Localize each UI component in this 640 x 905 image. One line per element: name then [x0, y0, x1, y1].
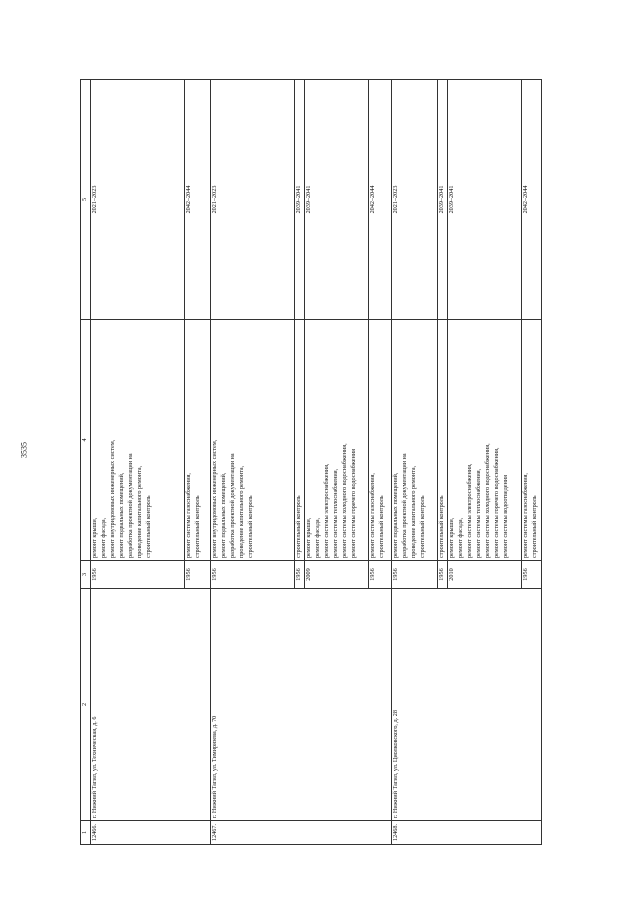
works-cell: [521, 320, 541, 561]
construction-year: 1956: [91, 561, 185, 589]
work-line: ремонт крыши,: [91, 517, 98, 558]
work-line: ремонт системы горячего водоснабжения: [350, 449, 358, 558]
work-line: ремонт внутридомовых инженерных систем,: [108, 439, 116, 558]
work-line: ремонт фасада,: [314, 517, 322, 558]
work-line: ремонт системы газоснабжения,: [368, 473, 376, 558]
work-line: ремонт системы холодного водоснабжения,: [341, 443, 349, 558]
work-line: ремонт системы горячего водоснабжения,: [493, 447, 501, 558]
record-address: [91, 589, 211, 821]
repair-period: 2021–2023: [210, 80, 294, 320]
work-line: ремонт системы холодного водоснабжения,: [484, 443, 492, 558]
work-line: ремонт системы газоснабжения,: [184, 473, 192, 558]
works-cell: [437, 320, 447, 561]
work-line: проведение капитального ремонта,: [237, 465, 245, 558]
construction-year: 1956: [184, 561, 210, 589]
construction-year: 1956: [437, 561, 447, 589]
address-text: г. Нижний Тагил, ул. Циолковского, д. 28: [391, 710, 399, 818]
address-text: г. Нижний Тагил, ул. Тимирязева, д. 70: [210, 715, 218, 818]
construction-year: 1956: [368, 561, 391, 589]
record-id: 12468.: [391, 821, 541, 845]
work-line: ремонт системы электроснабжения,: [323, 463, 331, 558]
works-cell: [448, 320, 522, 561]
repair-period: 2039–2041: [305, 80, 368, 320]
repair-period: 2021–2023: [91, 80, 185, 320]
work-line: строительный контроль: [144, 495, 152, 558]
works-cell: [368, 320, 391, 561]
work-line: проведение капитального ремонта,: [135, 465, 143, 558]
work-line: ремонт крыши,: [448, 517, 456, 558]
works-cell: [91, 320, 185, 561]
table-row: [391, 80, 437, 845]
work-line: ремонт системы теплоснабжения,: [332, 468, 340, 558]
repair-period: 2021–2023: [391, 80, 437, 320]
work-line: ремонт системы теплоснабжения,: [475, 468, 483, 558]
work-line: ремонт подвальных помещений,: [391, 472, 399, 558]
construction-year: 1956: [294, 561, 304, 589]
work-line: ремонт подвальных помещений,: [219, 472, 227, 558]
construction-year: 1956: [521, 561, 541, 589]
record-address: [210, 589, 391, 821]
repair-period: 2042–2044: [521, 80, 541, 320]
construction-year: 2009: [305, 561, 368, 589]
work-line: проведение капитального ремонта,: [409, 465, 417, 558]
repair-period: 2039–2041: [437, 80, 447, 320]
repair-schedule-table: [80, 79, 542, 845]
work-line: строительный контроль: [418, 495, 426, 558]
rotated-table-wrapper: [80, 80, 542, 845]
record-id: 12466.: [91, 821, 211, 845]
work-line: разработка проектной документации на: [400, 453, 408, 558]
header-cell-1: 1: [81, 821, 91, 845]
work-line: строительный контроль: [377, 495, 385, 558]
page-number: 3535: [19, 442, 29, 458]
table-row: [210, 80, 294, 845]
header-cell-2: 2: [81, 589, 91, 821]
work-line: строительный контроль: [294, 495, 302, 558]
work-line: ремонт системы электроснабжения,: [466, 463, 474, 558]
table-row: [91, 80, 185, 845]
header-cell-4: 4: [81, 320, 91, 561]
repair-period: 2039–2041: [448, 80, 522, 320]
works-cell: [391, 320, 437, 561]
repair-period: 2039–2041: [294, 80, 304, 320]
header-row: [81, 80, 91, 845]
work-line: разработка проектной документации на: [126, 453, 134, 558]
work-line: строительный контроль: [246, 495, 254, 558]
works-cell: [305, 320, 368, 561]
work-line: ремонт фасада,: [99, 517, 107, 558]
work-line: строительный контроль: [193, 495, 201, 558]
header-cell-3: 3: [81, 561, 91, 589]
record-address: [391, 589, 541, 821]
work-line: ремонт системы газоснабжения,: [521, 473, 529, 558]
construction-year: 1956: [391, 561, 437, 589]
record-id: 12467.: [210, 821, 391, 845]
repair-period: 2042–2044: [184, 80, 210, 320]
repair-period: 2042–2044: [368, 80, 391, 320]
address-text: г. Нижний Тагил, ул. Техническая, д. 6: [91, 716, 98, 818]
header-cell-5: 5: [81, 80, 91, 320]
work-line: строительный контроль: [530, 495, 538, 558]
work-line: ремонт подвальных помещений,: [117, 472, 125, 558]
construction-year: 1956: [210, 561, 294, 589]
work-line: строительный контроль: [437, 495, 445, 558]
construction-year: 2010: [448, 561, 522, 589]
work-line: ремонт внутридомовых инженерных систем,: [210, 439, 218, 558]
works-cell: [210, 320, 294, 561]
works-cell: [294, 320, 304, 561]
works-cell: [184, 320, 210, 561]
work-line: ремонт системы водоотведения: [502, 475, 510, 558]
work-line: ремонт фасада,: [457, 517, 465, 558]
work-line: разработка проектной документации на: [228, 453, 236, 558]
work-line: ремонт крыши,: [305, 517, 313, 558]
